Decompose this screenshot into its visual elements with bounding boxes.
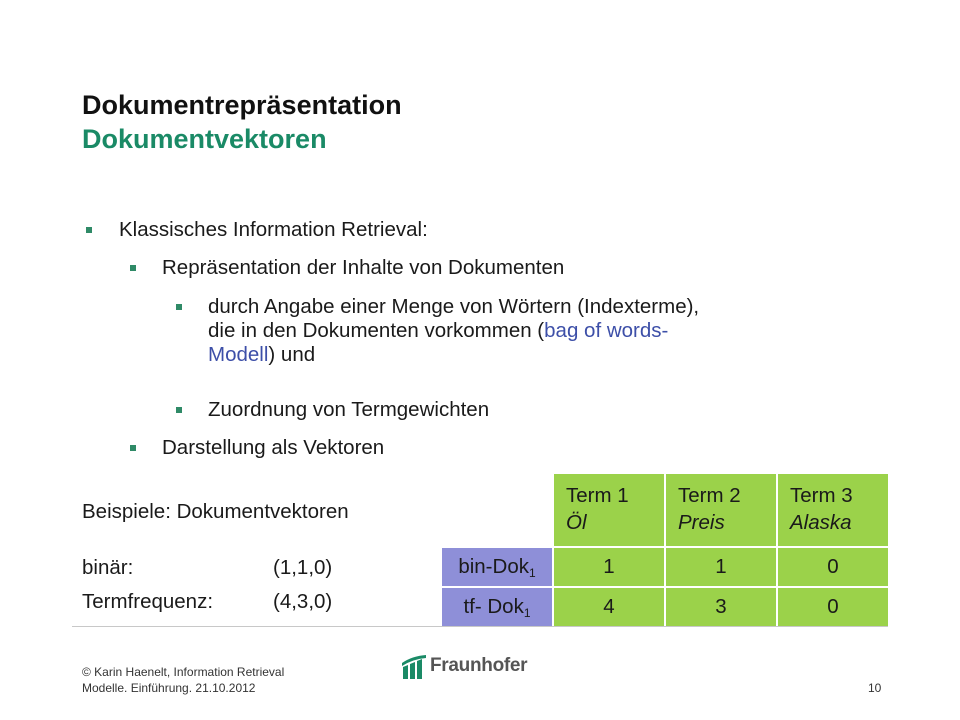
binary-label: binär:	[82, 556, 134, 579]
table-cell: 1	[666, 548, 776, 586]
fraunhofer-logo-icon	[402, 654, 428, 680]
term-name: Term 3	[790, 484, 853, 507]
table-cell: 4	[554, 588, 664, 626]
row-label-text: tf- Dok	[463, 595, 524, 618]
table-cell: 0	[778, 548, 888, 586]
footer-credit	[82, 664, 284, 696]
tf-label: Termfrequenz:	[82, 590, 214, 613]
row-label-text: bin-Dok	[458, 555, 529, 578]
bullet-2: Repräsentation der Inhalte von Dokumenten	[162, 256, 565, 279]
term-header	[666, 474, 776, 546]
modell-term: Modell	[208, 343, 269, 366]
bullet-marker	[86, 227, 92, 233]
fraunhofer-logo-text: Fraunhofer	[430, 655, 528, 676]
divider-line	[72, 626, 888, 627]
row-label-subscript: 1	[523, 606, 531, 620]
page-number: 10	[868, 681, 882, 695]
slide-title	[82, 88, 402, 156]
bullet-5: Darstellung als Vektoren	[162, 436, 385, 459]
row-label	[442, 588, 552, 626]
bullet-3-end: ) und	[268, 343, 316, 366]
table-cell: 0	[778, 588, 888, 626]
term-header	[554, 474, 664, 546]
term-name: Term 2	[678, 484, 741, 507]
examples-heading: Beispiele: Dokumentvektoren	[82, 500, 349, 523]
title-sub: Dokumentvektoren	[82, 124, 327, 154]
bullet-1: Klassisches Information Retrieval:	[119, 218, 428, 241]
table-cell: 3	[666, 588, 776, 626]
bullet-marker	[176, 407, 182, 413]
row-label	[442, 548, 552, 586]
fraunhofer-logo	[402, 654, 530, 680]
bullet-marker	[130, 265, 136, 271]
binary-value: (1,1,0)	[273, 556, 333, 579]
row-label-subscript: 1	[528, 566, 536, 580]
term-word: Alaska	[790, 511, 852, 534]
footer-line-2: Modelle. Einführung. 21.10.2012	[82, 681, 256, 695]
term-name: Term 1	[566, 484, 629, 507]
bullet-3	[208, 295, 848, 367]
bag-of-words-term: bag of words-	[544, 319, 669, 342]
tf-value: (4,3,0)	[273, 590, 333, 613]
bullet-3-line2	[208, 319, 848, 343]
footer-line-1: © Karin Haenelt, Information Retrieval	[82, 665, 285, 679]
term-word: Öl	[566, 511, 587, 534]
bullet-marker	[176, 304, 182, 310]
table-cell: 1	[554, 548, 664, 586]
bullet-3-text: die in den Dokumenten vorkommen (	[208, 319, 545, 342]
bullet-marker	[130, 445, 136, 451]
title-main: Dokumentrepräsentation	[82, 90, 402, 120]
bullet-3-line1: durch Angabe einer Menge von Wörtern (Indexterme),	[208, 295, 700, 318]
bullet-4: Zuordnung von Termgewichten	[208, 398, 490, 421]
term-word: Preis	[678, 511, 725, 534]
term-header	[778, 474, 888, 546]
bullet-3-line3	[208, 343, 848, 367]
